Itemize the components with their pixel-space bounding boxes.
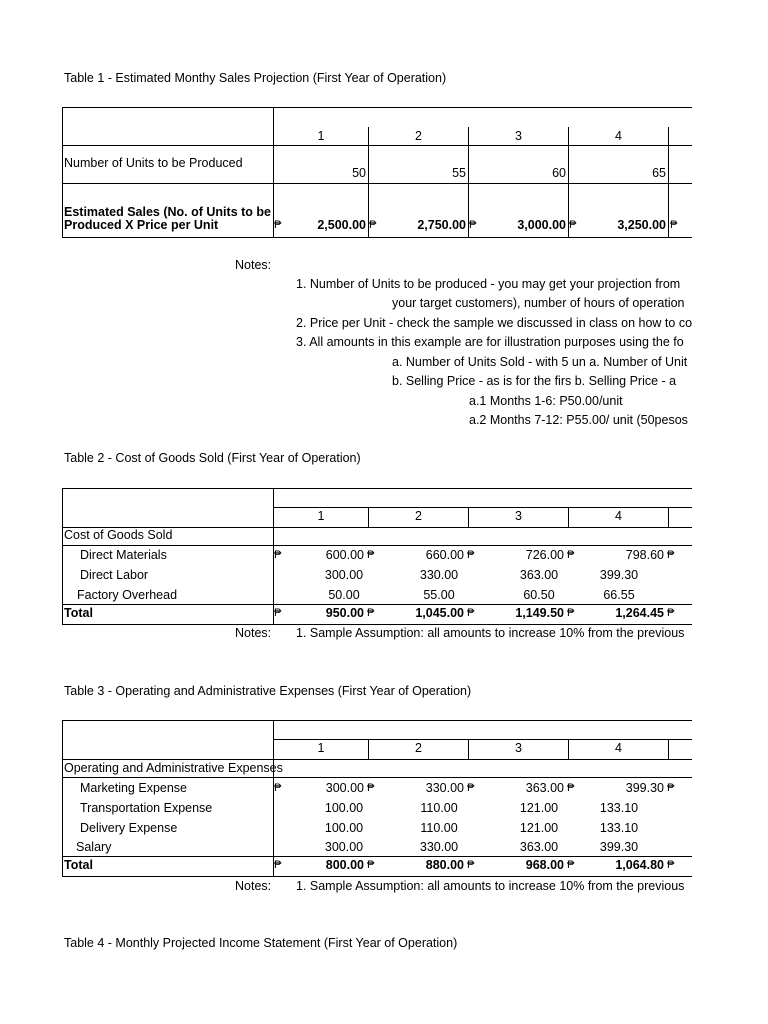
table3-cell: 110.00 (420, 801, 458, 815)
table3-cell: 121.00 (519, 821, 559, 835)
table1-note-1-cont: your target customers), number of hours of operation (392, 296, 685, 310)
table3-currency: ₱ (274, 782, 282, 794)
table3-currency: ₱ (667, 782, 675, 794)
table1-notes-label: Notes: (235, 258, 272, 272)
table3-cell: 100.00 (324, 821, 364, 835)
table3-currency: ₱ (367, 782, 375, 794)
table2-total-cell: 1,045.00 (415, 606, 464, 620)
table3-cell: 399.30 (599, 840, 639, 854)
table2-cell: 399.30 (599, 568, 639, 582)
table2-currency: ₱ (667, 607, 675, 619)
table2-caption: Table 2 - Cost of Goods Sold (First Year of Operation) (64, 451, 361, 465)
table1-month-2: 2 (415, 129, 422, 143)
table1-currency-4: ₱ (569, 219, 577, 231)
table2-cell: 300.00 (324, 568, 364, 582)
table1-units-1: 50 (352, 166, 366, 180)
table3-cell: 300.00 (325, 781, 364, 795)
table2-cell: 660.00 (425, 548, 464, 562)
table2-total-cell: 1,149.50 (515, 606, 564, 620)
table1-note-3b: b. Selling Price - as is for the firs b. Selling Price - a (392, 374, 677, 388)
table1-month-4: 4 (615, 129, 622, 143)
table3-cell: 133.10 (599, 821, 639, 835)
table1-note-3: 3. All amounts in this example are for illustration purposes using the fo (296, 335, 684, 349)
table2-currency: ₱ (274, 549, 282, 561)
table1-caption: Table 1 - Estimated Monthy Sales Projection (First Year of Operation) (64, 71, 447, 85)
table3-month-1: 1 (317, 741, 325, 755)
table3-row-label: Salary (76, 840, 112, 854)
table3-note: 1. Sample Assumption: all amounts to increase 10% from the previous (296, 879, 685, 893)
table2-currency: ₱ (567, 607, 575, 619)
table3-cell: 133.10 (599, 801, 639, 815)
table3-caption: Table 3 - Operating and Administrative Expenses (First Year of Operation) (64, 684, 472, 698)
table3-currency: ₱ (467, 859, 475, 871)
table3-notes-label: Notes: (235, 879, 272, 893)
table1-note-1: 1. Number of Units to be produced - you may get your projection from (296, 277, 681, 291)
table3-cell: 363.00 (525, 781, 564, 795)
table2-month-2: 2 (415, 509, 422, 523)
table3-currency: ₱ (274, 859, 282, 871)
table3-total-cell: 968.00 (525, 858, 564, 872)
table3-cell: 121.00 (519, 801, 559, 815)
table2-currency: ₱ (567, 549, 575, 561)
table2-currency: ₱ (274, 607, 282, 619)
table1-currency-1: ₱ (274, 219, 282, 231)
table1-note-2: 2. Price per Unit - check the sample we discussed in class on how to co (296, 316, 692, 330)
table4-caption: Table 4 - Monthly Projected Income Statement (First Year of Operation) (64, 936, 458, 950)
table2-total-cell: 1,264.45 (615, 606, 664, 620)
table3-currency: ₱ (667, 859, 675, 871)
table3-cell: 330.00 (425, 781, 464, 795)
table2-cell: 60.50 (523, 588, 555, 602)
table2-currency: ₱ (667, 549, 675, 561)
table2-currency: ₱ (367, 549, 375, 561)
table3-cell: 110.00 (420, 821, 458, 835)
table3-row-label: Transportation Expense (80, 801, 213, 815)
table2-currency: ₱ (467, 549, 475, 561)
table3-cell: 363.00 (519, 840, 559, 854)
table2-cell: 798.60 (625, 548, 664, 562)
table3-cell: 399.30 (625, 781, 664, 795)
table2-total-cell: 950.00 (325, 606, 364, 620)
table3-currency: ₱ (567, 859, 575, 871)
table2-cell: 600.00 (325, 548, 364, 562)
table2-section-label: Cost of Goods Sold (64, 528, 173, 542)
table2-currency: ₱ (467, 607, 475, 619)
table2-month-4: 4 (615, 509, 622, 523)
table1-sales-1: 2,500.00 (317, 218, 366, 232)
table1-month-1: 1 (317, 129, 325, 143)
table2-total-label: Total (64, 606, 93, 620)
table1-sales-label-line2: Produced X Price per Unit (64, 218, 219, 232)
table3-total-label: Total (64, 858, 93, 872)
table2-currency: ₱ (367, 607, 375, 619)
table3-cell: 330.00 (419, 840, 459, 854)
table3-total-cell: 1,064.80 (615, 858, 664, 872)
table2-notes-label: Notes: (235, 626, 272, 640)
table1-currency-2: ₱ (369, 219, 377, 231)
table3-currency: ₱ (367, 859, 375, 871)
table2-cell: 330.00 (419, 568, 459, 582)
table3-total-cell: 880.00 (425, 858, 464, 872)
table1-units-4: 65 (652, 166, 666, 180)
table1-units-2: 55 (452, 166, 466, 180)
table3-row-label: Marketing Expense (80, 781, 188, 795)
table3-total-cell: 800.00 (325, 858, 364, 872)
table2-month-1: 1 (317, 509, 325, 523)
table1-sales-label-line1: Estimated Sales (No. of Units to be (64, 205, 271, 219)
table3-month-3: 3 (515, 741, 522, 755)
table2-cell: 363.00 (519, 568, 559, 582)
table3-currency: ₱ (567, 782, 575, 794)
table3-section-label: Operating and Administrative Expenses (64, 761, 283, 775)
table3-month-2: 2 (415, 741, 422, 755)
table2-month-3: 3 (515, 509, 522, 523)
table1-sales-3: 3,000.00 (517, 218, 566, 232)
table1-sales-4: 3,250.00 (617, 218, 666, 232)
table1-units-3: 60 (552, 166, 566, 180)
table2-row-label: Direct Materials (80, 548, 167, 562)
table2-cell: 50.00 (328, 588, 360, 602)
table3-cell: 300.00 (324, 840, 364, 854)
table2-cell: 726.00 (525, 548, 564, 562)
table3-currency: ₱ (467, 782, 475, 794)
table1-note-3a: a. Number of Units Sold - with 5 un a. Number of Unit (392, 355, 688, 369)
table2-cell: 55.00 (423, 588, 455, 602)
table1-currency-3: ₱ (469, 219, 477, 231)
table1-units-label: Number of Units to be Produced (64, 156, 243, 170)
table1-note-3a2: a.2 Months 7-12: P55.00/ unit (50pesos (469, 413, 688, 427)
table3-month-4: 4 (615, 741, 622, 755)
table2-note: 1. Sample Assumption: all amounts to increase 10% from the previous (296, 626, 685, 640)
table2-row-label: Direct Labor (80, 568, 149, 582)
table2-row-label: Factory Overhead (77, 588, 178, 602)
table2-cell: 66.55 (603, 588, 635, 602)
table3-cell: 100.00 (324, 801, 364, 815)
table3-row-label: Delivery Expense (80, 821, 178, 835)
table1-note-3a1: a.1 Months 1-6: P50.00/unit (469, 394, 623, 408)
table1-currency-5: ₱ (670, 219, 678, 231)
table1-month-3: 3 (515, 129, 522, 143)
table1-sales-2: 2,750.00 (417, 218, 466, 232)
